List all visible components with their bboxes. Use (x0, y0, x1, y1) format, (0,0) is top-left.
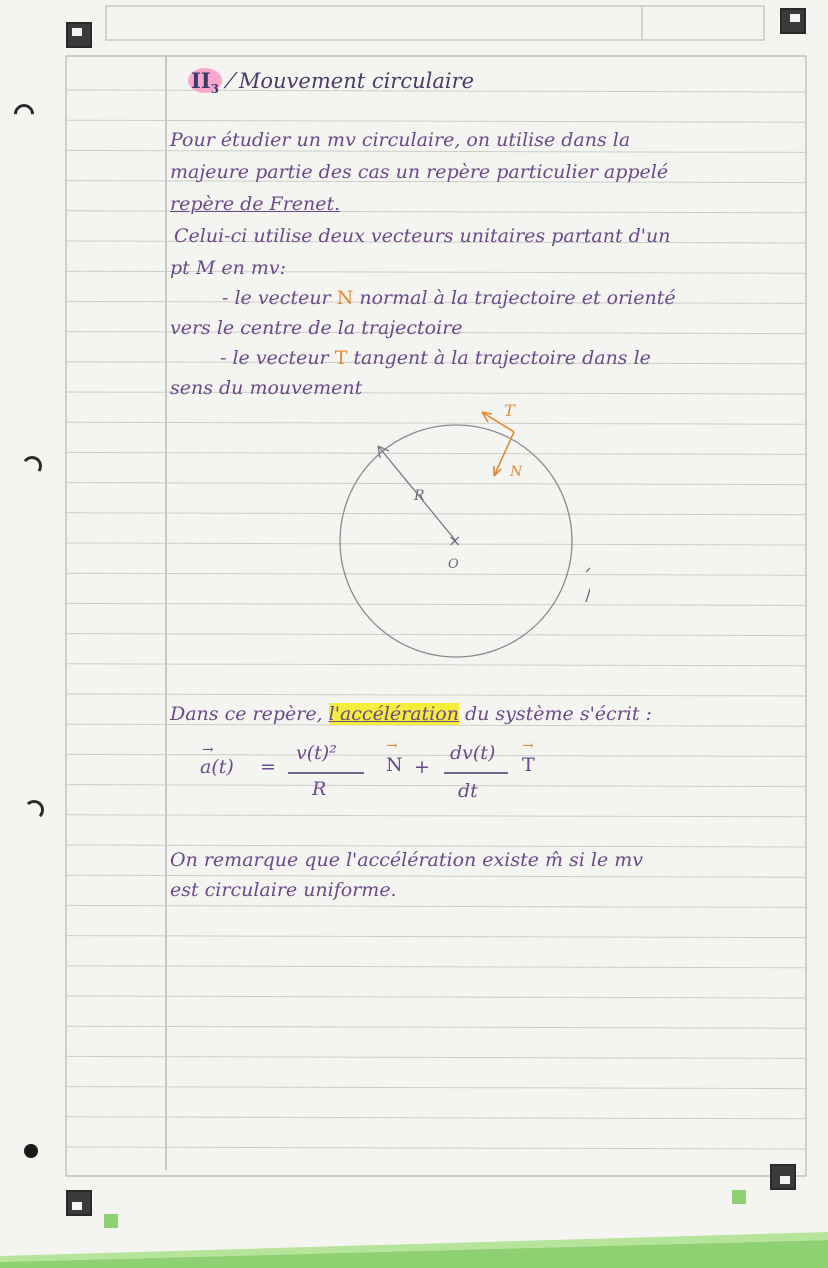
highlighted-term: l'accélération (328, 703, 459, 725)
corner-mark-bottom-left (66, 1190, 92, 1216)
formula-arrow: → (202, 742, 214, 758)
corner-mark-top-left (66, 22, 92, 48)
label-n: N (510, 464, 523, 480)
paragraph-line: - le vecteur N normal à la trajectoire et orienté (222, 287, 676, 309)
center-mark: × (448, 531, 462, 550)
label-o: O (448, 557, 459, 572)
frenet-diagram (330, 396, 590, 676)
paragraph-line: est circulaire uniforme. (170, 879, 397, 901)
label-r: R (414, 488, 425, 504)
formula-lhs: a(t) (200, 756, 234, 778)
corner-mark-bottom-right (770, 1164, 796, 1190)
paragraph-line: Dans ce repère, l'accélération du système s'écrit : (170, 703, 652, 725)
formula-arrow: → (386, 738, 398, 754)
paragraph-line: vers le centre de la trajectoire (170, 317, 463, 339)
formula-plus: + (414, 756, 430, 778)
binder-hole (24, 800, 44, 820)
fraction-bar-2 (444, 772, 508, 774)
formula-numerator-1: v(t)² (296, 742, 337, 764)
green-marker (104, 1214, 118, 1228)
paragraph-line: - le vecteur T tangent à la trajectoire dans le (220, 347, 651, 369)
paragraph-line: Pour étudier un mv circulaire, on utilise dans la (170, 129, 631, 151)
vector-n-label: N (336, 287, 354, 309)
section-title: $II_3$ ⁄ Mouvement circulaire (188, 66, 474, 104)
fraction-bar-1 (288, 772, 364, 774)
label-t: T (504, 401, 515, 420)
green-marker (732, 1190, 746, 1204)
paragraph-line: On remarque que l'accélération existe m̂ si le mv (170, 849, 644, 871)
rotation-arrow (586, 566, 590, 602)
formula-vector-t: T (522, 754, 535, 776)
formula-vector-n: N (386, 754, 403, 776)
formula-equals: = (260, 756, 276, 778)
section-number: $II_3$ (188, 68, 222, 93)
formula-denominator-1: R (312, 778, 327, 800)
paragraph-line: Celui-ci utilise deux vecteurs unitaires partant d'un (174, 225, 671, 247)
paragraph-line: pt M en mv: (170, 257, 287, 279)
formula-numerator-2: dv(t) (450, 742, 496, 764)
paragraph-line: repère de Frenet. (170, 193, 341, 215)
corner-mark-top-right (780, 8, 806, 34)
binder-hole (24, 1144, 38, 1158)
paragraph-line: majeure partie des cas un repère particulier appelé (170, 161, 669, 183)
formula-arrow: → (522, 738, 534, 754)
formula-denominator-2: dt (458, 780, 478, 802)
acceleration-formula (196, 738, 576, 812)
paragraph-line: sens du mouvement (170, 377, 363, 399)
vector-t-label: T (334, 347, 348, 369)
